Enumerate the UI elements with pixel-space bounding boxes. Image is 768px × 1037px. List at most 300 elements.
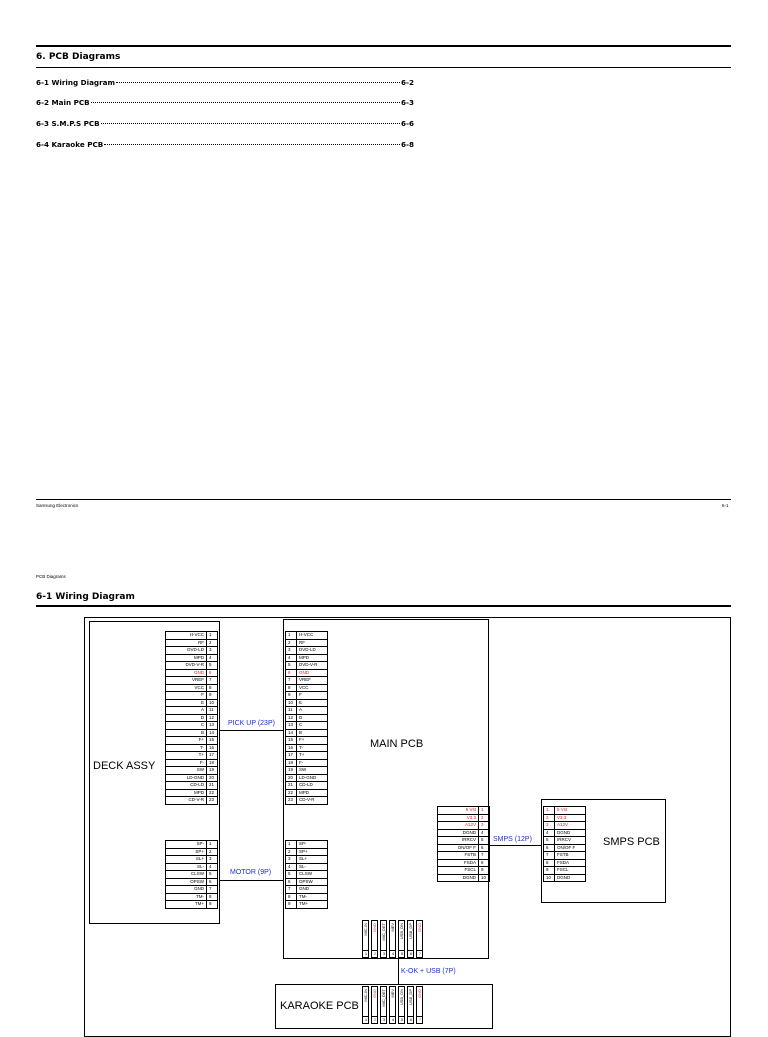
pin-name: IRRCV [438,837,479,845]
pin-number: 6 [479,844,490,852]
pin-number: 1 [544,807,555,815]
pickup-wire [220,730,284,731]
toc-entry-label: 6-1 Wiring Diagram [36,78,115,87]
pin-number: 2 [286,848,297,856]
pin-row [544,867,586,875]
pin-number: 9 [207,901,218,909]
pin-name: DGND [555,829,586,837]
kok-label: K-OK + USB (7P) [401,968,456,975]
pin-row [438,852,490,860]
pin-row [166,797,218,805]
pin-number: 6 [207,878,218,886]
pin-name: DGND [438,874,479,882]
pin-row [286,699,328,707]
pin-row [286,871,328,879]
pin-name: SW [166,767,207,775]
title-rule [36,67,731,68]
kok-pin [416,920,423,958]
pin-number: 3 [286,647,297,655]
pin-row [166,789,218,797]
pin-number: 13 [286,722,297,730]
pin-number: 15 [286,737,297,745]
kok-pin-name: GND [417,923,422,932]
pin-row [166,774,218,782]
pin-number: 21 [286,782,297,790]
pin-row [286,893,328,901]
pin-row [286,774,328,782]
pin-name: F- [166,759,207,767]
kok-pin [398,920,405,958]
pin-row [166,677,218,685]
smps-wire [489,845,542,846]
pin-name: B [166,729,207,737]
pin-name: OPSW [166,878,207,886]
pin-name: C [166,722,207,730]
pin-number: 5 [479,837,490,845]
pin-row [166,699,218,707]
pin-number: 8 [544,859,555,867]
pin-row [166,669,218,677]
pin-row [166,647,218,655]
pin-row [286,639,328,647]
pin-number: 3 [479,822,490,830]
kok-pin-name: MIC-IN [363,989,368,1002]
pin-row [166,848,218,856]
pin-number: 1 [207,841,218,849]
pin-row [166,871,218,879]
pin-name: TM+ [166,901,207,909]
pin-row [286,669,328,677]
pin-name: SL- [166,863,207,871]
pin-row [438,867,490,875]
pin-name: OPSW [297,878,328,886]
pin-row [544,814,586,822]
pin-row [166,744,218,752]
pin-number: 9 [544,867,555,875]
pin-number: 12 [207,714,218,722]
pin-row [286,707,328,715]
kok-pin-name: MEV [390,989,395,998]
kok-pin-name: MEV [390,923,395,932]
toc-entry-label: 6-2 Main PCB [36,98,90,107]
pin-name: GND [166,669,207,677]
pin-number: 7 [286,886,297,894]
pin-name: FSDA [555,859,586,867]
pin-number: 3 [207,647,218,655]
pin-name: F [297,692,328,700]
pin-number: 7 [544,852,555,860]
motor-wire [220,880,284,881]
pin-number: 5 [207,871,218,879]
main-motor-connector [285,840,328,909]
pin-name: GND [297,669,328,677]
pin-number: 16 [286,744,297,752]
pin-name: CD-LD [297,782,328,790]
pin-name: CD-V-R [297,797,328,805]
pin-row [286,848,328,856]
pin-row [438,837,490,845]
pin-name: FSCL [438,867,479,875]
kok-pin-number: 3 [382,1017,386,1022]
pin-number: 9 [286,901,297,909]
pin-name: V3.3 [438,814,479,822]
pin-row [166,722,218,730]
kok-pin-number: 2 [373,951,377,956]
pin-number: 2 [544,814,555,822]
pin-name: T- [166,744,207,752]
pin-row [286,901,328,909]
pin-name: DVD-V-R [166,662,207,670]
pin-number: 6 [286,669,297,677]
smps-connector-label: SMPS (12P) [493,836,532,843]
pin-name: A12V [438,822,479,830]
kok-pin-number: 3 [382,951,386,956]
pin-number: 7 [207,886,218,894]
kok-pin-number: 1 [364,951,368,956]
deck-assy-label: DECK ASSY [93,760,156,772]
kok-pin-name: GND [372,989,377,998]
pin-name: A12V [555,822,586,830]
pin-number: 2 [479,814,490,822]
toc-entry-label: 6-4 Karaoke PCB [36,140,104,149]
pin-row [438,822,490,830]
footer-rule [36,499,731,500]
pin-name: T+ [297,752,328,760]
pin-number: 8 [286,684,297,692]
pin-name: RF [166,639,207,647]
pin-name: SL+ [166,856,207,864]
pin-number: 23 [207,797,218,805]
main-pcb-label: MAIN PCB [370,738,424,750]
pin-number: 17 [207,752,218,760]
kok-pin-name: MIC_DET [381,923,386,941]
pin-name: A [166,707,207,715]
pin-name: IRRCV [555,837,586,845]
page-header: PCB Diagrams [36,574,66,579]
kok-pin [407,986,414,1024]
pin-name: FSTB [438,852,479,860]
pin-number: 10 [207,699,218,707]
pin-name: SP- [166,841,207,849]
pin-name: DVD-LD [297,647,328,655]
pin-name: TM+ [297,901,328,909]
deck-motor-connector [165,840,218,909]
pin-name: TM- [166,893,207,901]
pin-number: 16 [207,744,218,752]
pin-row [166,878,218,886]
pin-number: 6 [544,844,555,852]
pin-row [286,692,328,700]
pin-name: DGND [438,829,479,837]
toc-entry[interactable] [36,140,414,149]
kok-pin-number: 2 [373,1017,377,1022]
pin-number: 8 [207,893,218,901]
pin-row [286,767,328,775]
pin-number: 15 [207,737,218,745]
pin-row [286,752,328,760]
pin-name: 5 Vst [555,807,586,815]
pin-number: 10 [479,874,490,882]
kok-pin [398,986,405,1024]
pin-number: 4 [479,829,490,837]
pin-row [544,874,586,882]
pin-name: CD-V-R [166,797,207,805]
main-smps-connector [437,806,490,882]
pin-name: E [297,699,328,707]
kok-pin-number: 1 [364,1017,368,1022]
kok-pin [407,920,414,958]
pin-name: H-VCC [297,632,328,640]
toc-entry[interactable] [36,78,414,87]
pin-number: 11 [207,707,218,715]
pin-number: 6 [207,669,218,677]
pin-name: TM- [297,893,328,901]
kok-pin [389,986,396,1024]
pin-number: 1 [479,807,490,815]
pin-row [286,729,328,737]
kok-pin-name: USB_DP [408,989,413,1006]
pin-row [166,707,218,715]
pin-row [438,874,490,882]
motor-label: MOTOR (9P) [230,869,272,876]
pin-number: 4 [286,654,297,662]
smps-smps-connector [543,806,586,882]
kok-pin-name: USB_DN [399,923,404,940]
pin-name: VCC [166,684,207,692]
toc-leader-dots [101,123,400,124]
pin-row [166,856,218,864]
pin-row [286,737,328,745]
pin-number: 2 [207,639,218,647]
toc-entry-page: 6-8 [401,140,414,149]
pin-row [438,807,490,815]
pin-name: E [166,699,207,707]
pin-row [166,737,218,745]
pin-name: F+ [297,737,328,745]
pin-name: SP+ [297,848,328,856]
pin-number: 9 [286,692,297,700]
pin-name: VREF [297,677,328,685]
pin-row [286,714,328,722]
pin-row [544,844,586,852]
footer-left: Samsung Electronics [36,503,79,508]
pin-number: 18 [286,759,297,767]
kok-pin-number: 6 [409,951,413,956]
pin-name: ON/OF F [555,844,586,852]
toc-leader-dots [104,144,400,145]
kok-pin [362,920,369,958]
pin-name: D [166,714,207,722]
kok-pin [416,986,423,1024]
smps-pcb-label: SMPS PCB [603,836,660,848]
pin-row [166,729,218,737]
pin-number: 20 [286,774,297,782]
pin-number: 4 [286,863,297,871]
kok-pin-name: MIC-IN [363,923,368,936]
pin-name: MPD [166,654,207,662]
kok-pin [362,986,369,1024]
pin-row [438,844,490,852]
pin-name: C [297,722,328,730]
pin-row [166,662,218,670]
pin-row [544,852,586,860]
pin-row [286,789,328,797]
toc-entry-page: 6-6 [401,119,414,128]
pin-row [286,722,328,730]
pin-name: MPD [297,789,328,797]
kok-pin [371,920,378,958]
kok-pin [389,920,396,958]
pin-number: 5 [207,662,218,670]
pin-number: 2 [207,848,218,856]
pin-number: 8 [286,893,297,901]
pin-name: FSTB [555,852,586,860]
pin-number: 18 [207,759,218,767]
pin-number: 1 [207,632,218,640]
pin-row [286,878,328,886]
toc-entry-label: 6-3 S.M.P.S PCB [36,119,100,128]
kok-wire [398,959,399,985]
pin-name: SW [297,767,328,775]
pin-number: 10 [544,874,555,882]
pin-number: 14 [207,729,218,737]
pin-name: B [297,729,328,737]
deck-pickup-connector [165,631,218,805]
section-rule [36,605,731,607]
pin-name: H-VCC [166,632,207,640]
kok-pin-number: 5 [400,1017,404,1022]
pin-row [438,814,490,822]
pin-name: DVD-V-R [297,662,328,670]
pin-number: 3 [544,822,555,830]
pin-row [286,856,328,864]
toc-entry-page: 6-2 [401,78,414,87]
main-pickup-connector [285,631,328,805]
pin-number: 4 [207,863,218,871]
kok-pin [380,920,387,958]
pin-name: F [166,692,207,700]
pin-number: 13 [207,722,218,730]
pin-number: 9 [207,692,218,700]
kok-pin-number: 6 [409,1017,413,1022]
pin-name: MPD [297,654,328,662]
karaoke-pcb-label: KARAOKE PCB [280,1000,359,1012]
pin-number: 8 [207,684,218,692]
pin-number: 19 [286,767,297,775]
pin-number: 9 [479,867,490,875]
pin-name: F+ [166,737,207,745]
pin-name: SP+ [166,848,207,856]
pin-name: FSDA [438,859,479,867]
pin-number: 23 [286,797,297,805]
pin-number: 11 [286,707,297,715]
pin-name: VCC [297,684,328,692]
page-title: 6. PCB Diagrams [36,52,121,62]
toc-leader-dots [116,82,400,83]
pin-number: 10 [286,699,297,707]
pin-row [166,639,218,647]
pin-name: 5 Vst [438,807,479,815]
pin-name: SP- [297,841,328,849]
pin-name: SL+ [297,856,328,864]
pin-name: FSCL [555,867,586,875]
pin-number: 2 [286,639,297,647]
pin-row [438,829,490,837]
pin-name: T- [297,744,328,752]
pin-name: D [297,714,328,722]
top-rule [36,45,731,47]
pin-name: SL- [297,863,328,871]
kok-pin-name: GND [417,989,422,998]
pin-number: 5 [286,662,297,670]
pin-row [286,654,328,662]
pin-row [166,714,218,722]
pin-row [286,662,328,670]
pin-number: 12 [286,714,297,722]
toc-entry[interactable] [36,119,414,128]
pin-row [286,684,328,692]
pin-row [166,901,218,909]
pin-row [286,647,328,655]
pin-row [286,782,328,790]
pin-row [286,797,328,805]
pin-row [166,767,218,775]
toc-entry-page: 6-3 [401,98,414,107]
pin-name: DVD-LD [166,647,207,655]
pin-row [166,654,218,662]
kok-pin-number: 7 [418,951,422,956]
pin-number: 3 [286,856,297,864]
pin-name: LD-GND [297,774,328,782]
pin-number: 17 [286,752,297,760]
pin-row [166,782,218,790]
section-title: 6-1 Wiring Diagram [36,592,135,602]
pin-row [544,829,586,837]
pin-name: RF [297,639,328,647]
pin-number: 8 [479,859,490,867]
pin-name: VREF [166,677,207,685]
pin-name: MPD [166,789,207,797]
kok-pin-number: 4 [391,1017,395,1022]
kok-pin [380,986,387,1024]
pin-row [166,893,218,901]
pin-number: 5 [544,837,555,845]
pin-name: F- [297,759,328,767]
pin-name: V3.3 [555,814,586,822]
pin-name: GND [297,886,328,894]
pin-row [166,752,218,760]
pin-number: 6 [286,878,297,886]
pin-number: 7 [207,677,218,685]
pin-row [544,837,586,845]
kok-pin-number: 7 [418,1017,422,1022]
kok-pin-name: USB_DP [408,923,413,940]
pin-row [166,863,218,871]
pin-number: 4 [207,654,218,662]
kok-pin-number: 4 [391,951,395,956]
pin-name: GND [166,886,207,894]
kok-pin-name: GND [372,923,377,932]
pin-row [544,822,586,830]
toc-entry[interactable] [36,98,414,107]
kok-pin-number: 5 [400,951,404,956]
footer-page-number: 6-1 [722,503,729,508]
pin-row [166,684,218,692]
pin-row [286,744,328,752]
pin-number: 22 [286,789,297,797]
pin-number: 7 [286,677,297,685]
pin-number: 14 [286,729,297,737]
